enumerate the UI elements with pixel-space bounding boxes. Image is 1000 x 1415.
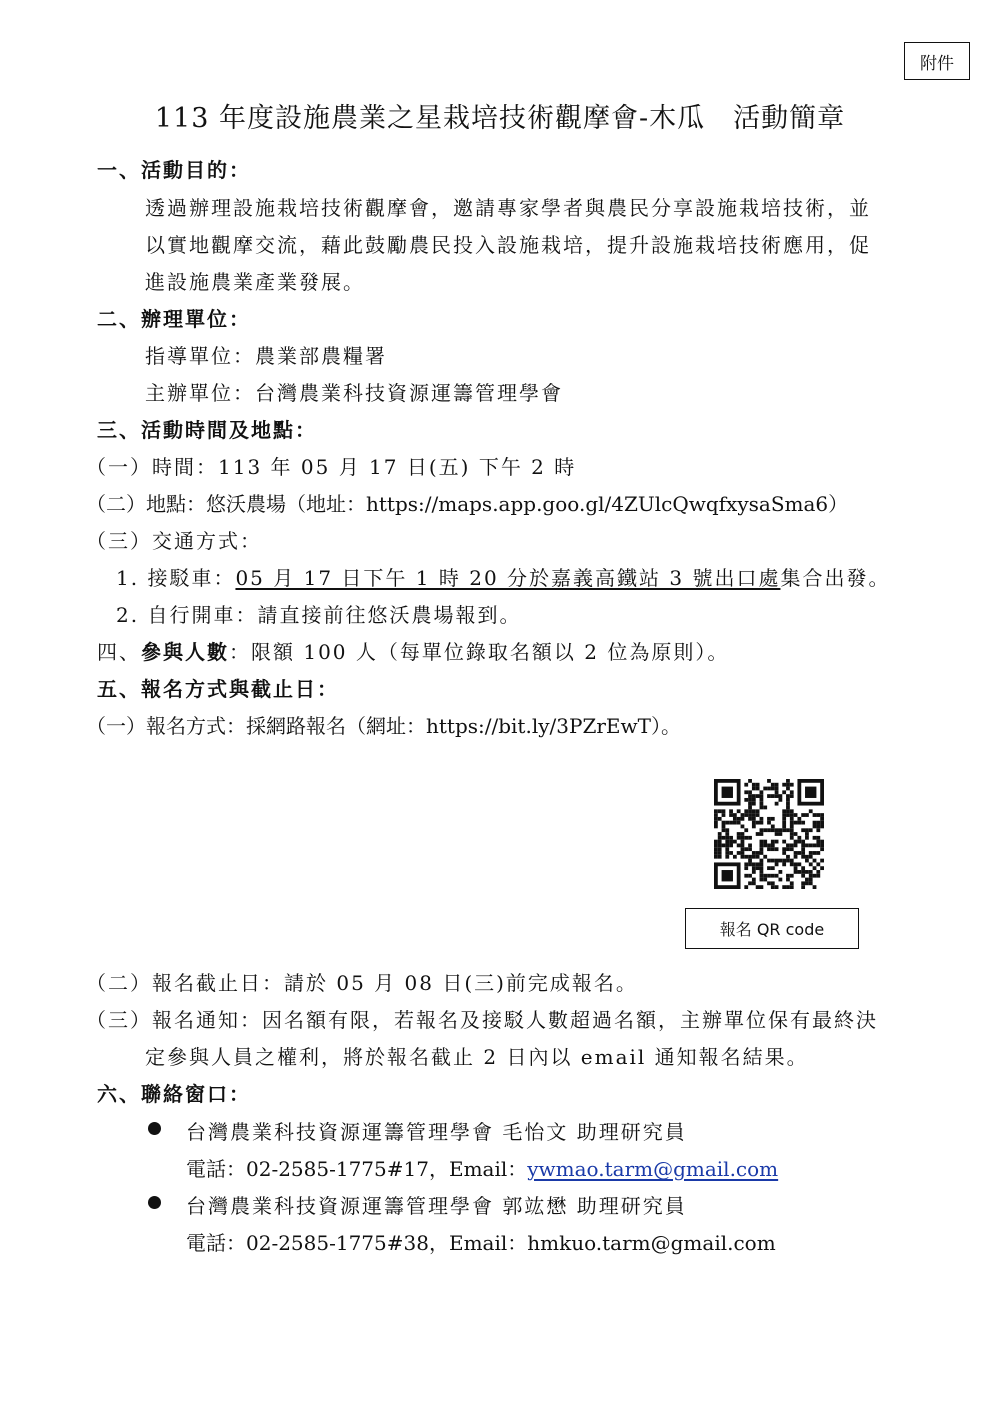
section-5-heading: 五、報名方式與截止日： <box>97 677 339 701</box>
participants-text: ：限額 100 人（每單位錄取名額以 2 位為原則）。 <box>229 640 730 664</box>
event-place: （二）地點：悠沃農場（地址：https://maps.app.goo.gl/4ZUlcQwqfxysaSma6） <box>86 492 849 516</box>
shuttle-prefix: 1. 接駁車： <box>116 566 236 590</box>
purpose-line-1: 透過辦理設施栽培技術觀摩會，邀請專家學者與農民分享設施栽培技術，並 <box>145 196 871 220</box>
host-unit: 主辦單位：台灣農業科技資源運籌管理學會 <box>145 381 563 405</box>
bullet-icon <box>148 1122 161 1135</box>
purpose-line-2: 以實地觀摩交流，藉此鼓勵農民投入設施栽培，提升設施栽培技術應用，促 <box>145 233 871 257</box>
purpose-line-3: 進設施農業產業發展。 <box>145 270 365 294</box>
shuttle-line <box>116 562 890 591</box>
registration-method: （一）報名方式：採網路報名（網址：https://bit.ly/3PZrEwT）。 <box>86 714 681 738</box>
contact-2-email: hmkuo.tarm@gmail.com <box>527 1231 776 1255</box>
contact-1-phone <box>186 1153 778 1182</box>
shuttle-details: 05 月 17 日下午 1 時 20 分於嘉義高鐵站 3 號出口處 <box>235 566 781 590</box>
section-3-heading: 三、活動時間及地點： <box>97 418 317 442</box>
contact-1-name: 台灣農業科技資源運籌管理學會 毛怡文 助理研究員 <box>186 1120 687 1144</box>
shuttle-suffix: 集合出發。 <box>780 566 891 590</box>
page-title: 113 年度設施農業之星栽培技術觀摩會-木瓜 活動簡章 <box>154 103 846 134</box>
contact-2-phone-text: 電話：02-2585-1775#38，Email： <box>186 1231 528 1255</box>
participants-line <box>97 636 729 665</box>
contact-2-name: 台灣農業科技資源運籌管理學會 郭竑懋 助理研究員 <box>186 1194 687 1218</box>
notification-line-1: （三）報名通知：因名額有限，若報名及接駁人數超過名額，主辦單位保有最終決 <box>86 1008 878 1032</box>
section-4-number: 四、 <box>97 640 141 664</box>
guide-unit: 指導單位：農業部農糧署 <box>145 344 387 368</box>
registration-deadline: （二）報名截止日：請於 05 月 08 日(三)前完成報名。 <box>86 971 638 995</box>
registration-qr-code <box>714 779 824 889</box>
qr-code-label: 報名 QR code <box>685 908 859 949</box>
participants-label: 參與人數 <box>141 640 229 664</box>
bullet-icon <box>148 1196 161 1209</box>
transport-heading: （三）交通方式： <box>86 529 262 553</box>
contact-1-email-link[interactable]: ywmao.tarm@gmail.com <box>527 1157 779 1181</box>
section-1-heading: 一、活動目的： <box>97 158 251 182</box>
section-6-heading: 六、聯絡窗口： <box>97 1082 251 1106</box>
section-2-heading: 二、辦理單位： <box>97 307 251 331</box>
event-time: （一）時間：113 年 05 月 17 日(五) 下午 2 時 <box>86 455 577 479</box>
contact-1-phone-text: 電話：02-2585-1775#17，Email： <box>186 1157 528 1181</box>
notification-line-2: 定參與人員之權利，將於報名截止 2 日內以 email 通知報名結果。 <box>145 1045 809 1069</box>
contact-2-phone <box>186 1227 776 1256</box>
self-drive-line: 2. 自行開車：請直接前往悠沃農場報到。 <box>116 603 522 627</box>
attachment-label: 附件 <box>904 42 970 80</box>
